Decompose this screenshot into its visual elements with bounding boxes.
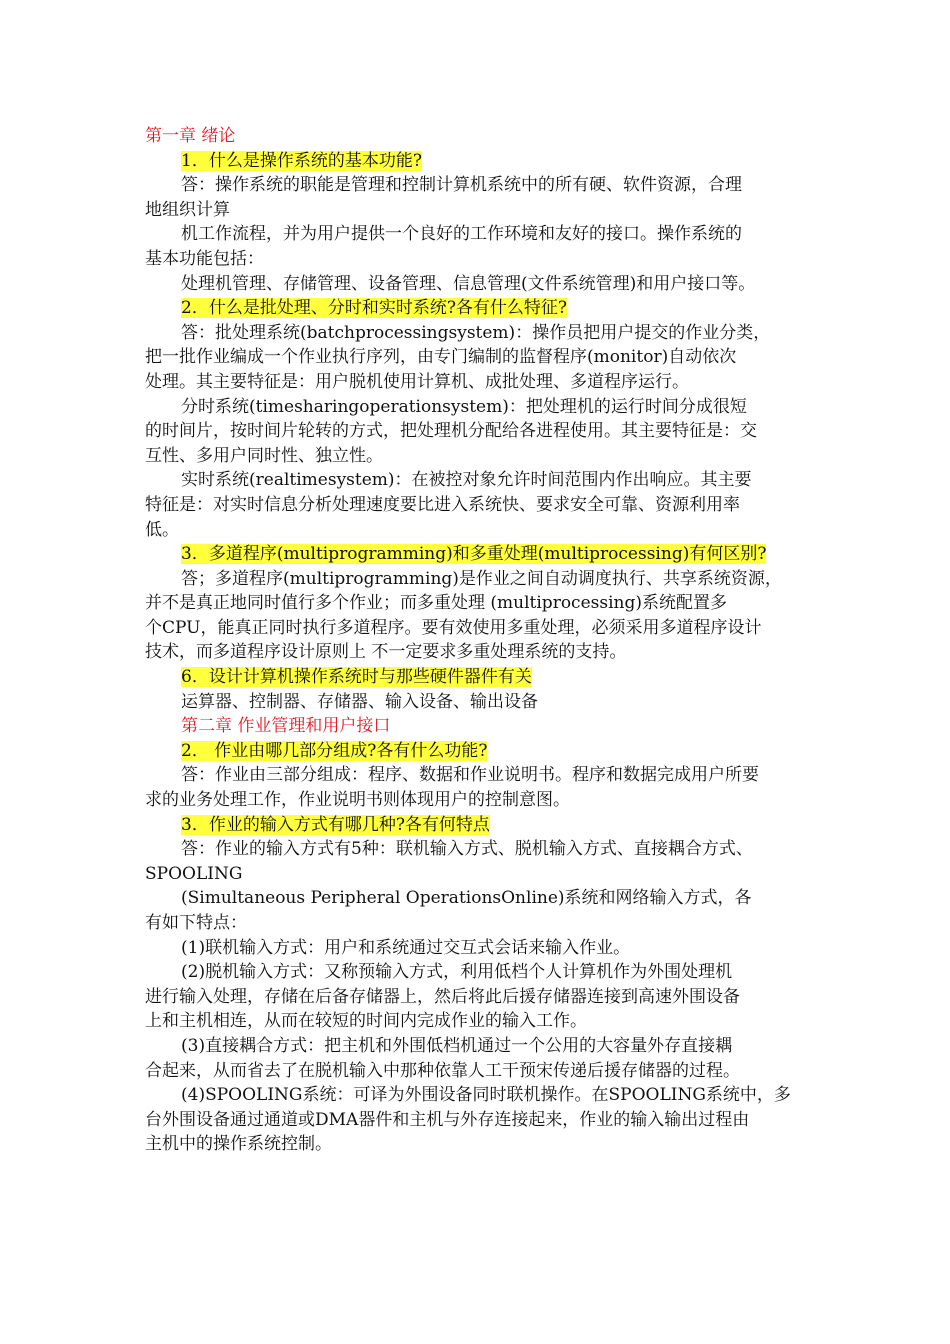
line-text: (Simultaneous Peripheral OperationsOnline)系统和网络输入方式，各 [181, 888, 752, 909]
question-text: 1．什么是操作系统的基本功能? [181, 150, 422, 171]
line-text: 答：作业的输入方式有5种：联机输入方式、脱机输入方式、直接耦合方式、 [181, 839, 753, 860]
line-text: (1)联机输入方式：用户和系统通过交互式会话来输入作业。 [181, 937, 631, 958]
text-line [145, 468, 810, 493]
line-text: 求的业务处理工作，作业说明书则体现用户的控制意图。 [145, 790, 570, 811]
chapter-heading [145, 124, 810, 149]
question-line [145, 149, 810, 174]
text-line [145, 1108, 810, 1133]
text-line [145, 591, 810, 616]
line-text: 台外围设备通过通道或DMA器件和主机与外存连接起来，作业的输入输出过程由 [145, 1109, 750, 1130]
question-text: 2． 作业由哪几部分组成?各有什么功能? [181, 740, 488, 761]
text-line [145, 1034, 810, 1059]
line-text: 合起来，从而省去了在脱机输入中那种依靠人工干预宋传递后援存储器的过程。 [145, 1060, 740, 1081]
chapter-heading-text: 第一章 绪论 [145, 126, 236, 146]
text-line [145, 1132, 810, 1157]
line-text: 答：作业由三部分组成：程序、数据和作业说明书。程序和数据完成用户所要 [181, 765, 759, 786]
chapter-heading-text: 第二章 作业管理和用户接口 [181, 716, 391, 737]
text-line [145, 222, 810, 247]
line-text: SPOOLING [145, 863, 243, 884]
text-line [145, 763, 810, 788]
line-text: 个CPU，能真正同时执行多道程序。要有效使用多重处理，必须采用多道程序设计 [145, 617, 762, 638]
line-text: 的时间片，按时间片轮转的方式，把处理机分配给各进程使用。其主要特征是：交 [145, 421, 757, 442]
text-line [145, 862, 810, 887]
text-line [145, 886, 810, 911]
text-line [145, 198, 810, 223]
text-line [145, 936, 810, 961]
text-line [145, 1083, 810, 1108]
text-line [145, 518, 810, 543]
question-line [145, 665, 810, 690]
line-text: 分时系统(timesharingoperationsystem)：把处理机的运行时间分成很短 [181, 396, 747, 417]
text-line [145, 395, 810, 420]
text-line [145, 911, 810, 936]
line-text: 有如下特点： [145, 913, 247, 933]
line-text: 基本功能包括： [145, 248, 264, 269]
question-text: 2．什么是批处理、分时和实时系统?各有什么特征? [181, 298, 568, 319]
text-line [145, 173, 810, 198]
line-text: (3)直接耦合方式：把主机和外围低档机通过一个公用的大容量外存直接耦 [181, 1035, 733, 1056]
line-text: 实时系统(realtimesystem)：在被控对象允许时间范围内作出响应。其主要 [181, 470, 752, 491]
question-line [145, 296, 810, 321]
text-line [145, 419, 810, 444]
question-text: 3．多道程序(multiprogramming)和多重处理(multiprocessing)有何区别? [181, 544, 767, 565]
text-line [145, 960, 810, 985]
question-text: 6．设计计算机操作系统时与那些硬件器件有关 [181, 667, 532, 688]
text-line [145, 985, 810, 1010]
line-text: 把一批作业编成一个作业执行序列，由专门编制的监督程序(monitor)自动依次 [145, 347, 737, 368]
line-text: 机工作流程，并为用户提供一个良好的工作环境和友好的接口。操作系统的 [181, 224, 742, 245]
text-line [145, 370, 810, 395]
line-text: 进行输入处理，存储在后备存储器上，然后将此后援存储器连接到高速外围设备 [145, 986, 740, 1007]
text-line [145, 345, 810, 370]
line-text: 上和主机相连，从而在较短的时间内完成作业的输入工作。 [145, 1011, 587, 1032]
text-line [145, 1009, 810, 1034]
text-line [145, 690, 810, 715]
line-text: 技术，而多道程序设计原则上 不一定要求多重处理系统的支持。 [145, 642, 627, 663]
text-line [145, 1059, 810, 1084]
line-text: 处理机管理、存储管理、设备管理、信息管理(文件系统管理)和用户接口等。 [181, 273, 756, 294]
text-line [145, 837, 810, 862]
text-line [145, 272, 810, 297]
text-line [145, 493, 810, 518]
text-line [145, 444, 810, 469]
document-content [145, 124, 810, 1157]
line-text: (4)SPOOLING系统：可译为外围设备同时联机操作。在SPOOLING系统中，多 [181, 1085, 791, 1106]
line-text: 并不是真正地同时值行多个作业；而多重处理 (multiprocessing)系统配置多 [145, 593, 727, 614]
text-line [145, 640, 810, 665]
text-line [145, 567, 810, 592]
line-text: 处理。其主要特征是：用户脱机使用计算机、成批处理、多道程序运行。 [145, 371, 689, 392]
question-text: 3．作业的输入方式有哪几种?各有何特点 [181, 814, 490, 835]
question-line [145, 813, 810, 838]
line-text: 地组织计算 [145, 199, 230, 220]
text-line [145, 247, 810, 272]
line-text: 答；多道程序(multiprogramming)是作业之间自动调度执行、共享系统资源， [181, 568, 782, 589]
line-text: 主机中的操作系统控制。 [145, 1134, 332, 1155]
line-text: 答：操作系统的职能是管理和控制计算机系统中的所有硬、软件资源，合理 [181, 175, 742, 196]
chapter-heading [145, 714, 810, 739]
question-line [145, 739, 810, 764]
line-text: (2)脱机输入方式：又称预输入方式，利用低档个人计算机作为外围处理机 [181, 962, 733, 983]
line-text: 互性、多用户同时性、独立性。 [145, 445, 383, 466]
text-line [145, 616, 810, 641]
line-text: 低。 [145, 519, 179, 540]
text-line [145, 788, 810, 813]
line-text: 答：批处理系统(batchprocessingsystem)：操作员把用户提交的作业分类， [181, 322, 771, 343]
line-text: 特征是：对实时信息分析处理速度要比进入系统快、要求安全可靠、资源利用率 [145, 494, 740, 515]
question-line [145, 542, 810, 567]
line-text: 运算器、控制器、存储器、输入设备、输出设备 [181, 691, 538, 712]
text-line [145, 321, 810, 346]
